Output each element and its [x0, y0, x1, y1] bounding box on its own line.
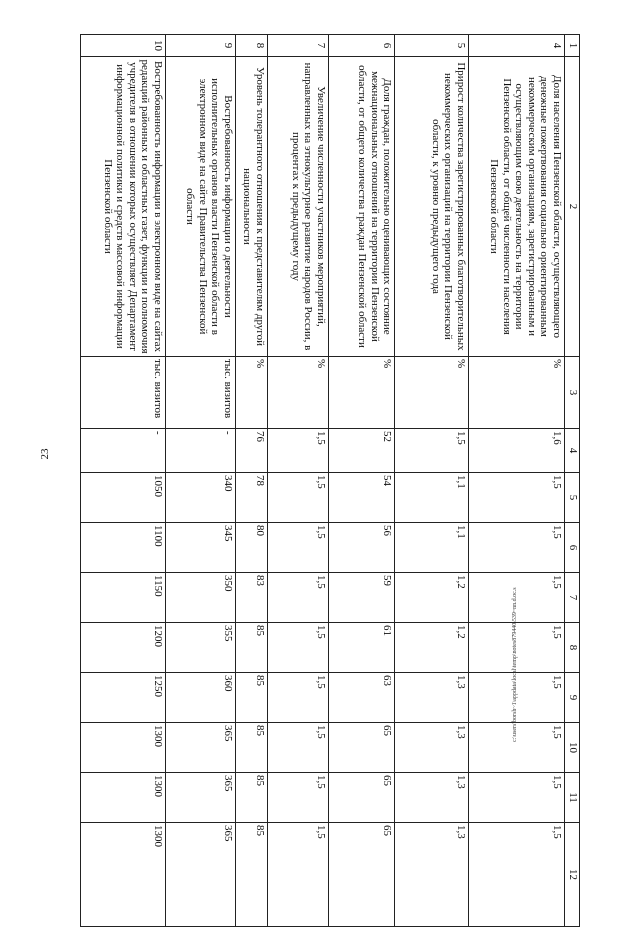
table-cell: 83 [235, 573, 267, 623]
table-cell: 1,3 [395, 773, 468, 823]
table-row [235, 35, 267, 927]
page-number: 23 [39, 448, 51, 460]
column-number-header: 8 [564, 623, 579, 673]
table-cell: 1100 [81, 523, 166, 573]
column-number-header: 4 [564, 429, 579, 473]
table-cell: 85 [235, 673, 267, 723]
indicators-table [80, 34, 580, 927]
table-cell: 85 [235, 823, 267, 927]
table-cell: 1300 [81, 723, 166, 773]
table-cell: 340 [165, 473, 235, 523]
table-row [328, 35, 395, 927]
table-cell: 1,5 [468, 773, 564, 823]
table-cell: 365 [165, 723, 235, 773]
table-cell: 1,3 [395, 823, 468, 927]
table-cell: 1,5 [267, 723, 328, 773]
table-cell: 1,2 [395, 573, 468, 623]
table-cell: 85 [235, 623, 267, 673]
table-cell: 1300 [81, 823, 166, 927]
table-cell: 365 [165, 773, 235, 823]
table-cell: 1,5 [468, 623, 564, 673]
table-cell: тыс. визитов [165, 357, 235, 429]
table-cell: 1300 [81, 773, 166, 823]
table-cell: - [165, 429, 235, 473]
table-cell: 355 [165, 623, 235, 673]
table-cell: 65 [328, 823, 395, 927]
table-cell: 63 [328, 673, 395, 723]
table-cell: 1,3 [395, 723, 468, 773]
column-number-header: 3 [564, 357, 579, 429]
table-cell: 350 [165, 573, 235, 623]
table-cell: 85 [235, 723, 267, 773]
table-cell: % [267, 357, 328, 429]
table-row [267, 35, 328, 927]
table-cell: 1,5 [267, 823, 328, 927]
table-cell: 61 [328, 623, 395, 673]
table-cell: Доля населения Пензенской области, осуществляющего денежные пожертвования социально ориентированным некоммерческим организациям, зарегистрированным и осуществляющим свою деятельность на территории Пензенской области, от общей численности населения Пензенской области [468, 57, 564, 357]
table-cell: 4 [468, 35, 564, 57]
column-number-header: 2 [564, 57, 579, 357]
table-cell: 1,2 [395, 623, 468, 673]
table-cell: 1,5 [468, 523, 564, 573]
table-row [468, 35, 564, 927]
table-cell: 1150 [81, 573, 166, 623]
column-number-header: 7 [564, 573, 579, 623]
table-cell: 345 [165, 523, 235, 573]
column-number-header: 12 [564, 823, 579, 927]
column-number-header: 10 [564, 723, 579, 773]
table-cell: 1,5 [267, 523, 328, 573]
table-cell: 54 [328, 473, 395, 523]
table-cell: % [328, 357, 395, 429]
table-cell: тыс. визитов [81, 357, 166, 429]
table-cell: 78 [235, 473, 267, 523]
table-cell: 80 [235, 523, 267, 573]
table-cell: 1,5 [267, 673, 328, 723]
column-number-header: 6 [564, 523, 579, 573]
table-cell: 1,5 [267, 573, 328, 623]
table-cell: 1,5 [267, 623, 328, 673]
table-cell: 1,5 [468, 823, 564, 927]
table-cell: 1,5 [267, 773, 328, 823]
table-cell: 7 [267, 35, 328, 57]
table-cell: 8 [235, 35, 267, 57]
column-number-header: 1 [564, 35, 579, 57]
table-cell: 1,5 [395, 429, 468, 473]
table-cell: 1,5 [468, 673, 564, 723]
table-row [395, 35, 468, 927]
table-cell: % [395, 357, 468, 429]
column-number-header: 11 [564, 773, 579, 823]
table-cell: 1200 [81, 623, 166, 673]
table-cell: 65 [328, 723, 395, 773]
table-cell: 1,5 [267, 429, 328, 473]
table-cell: 1250 [81, 673, 166, 723]
table-cell: 1,3 [395, 673, 468, 723]
table-body [81, 35, 580, 927]
table-cell: 6 [328, 35, 395, 57]
rotated-table-wrapper [80, 34, 580, 880]
table-cell: 9 [165, 35, 235, 57]
table-cell: 76 [235, 429, 267, 473]
table-cell: 10 [81, 35, 166, 57]
column-number-header: 9 [564, 673, 579, 723]
table-cell: 1,5 [468, 573, 564, 623]
table-cell: - [81, 429, 166, 473]
table-cell: % [468, 357, 564, 429]
table-cell: 5 [395, 35, 468, 57]
table-cell: 1,1 [395, 473, 468, 523]
column-number-header: 5 [564, 473, 579, 523]
header-row [564, 35, 579, 927]
table-cell: 1,5 [468, 723, 564, 773]
table-cell: 59 [328, 573, 395, 623]
table-cell: Прирост количества зарегистрированных благотворительных некоммерческих организаций на территории Пензенской области, к уровню предыдущего года [395, 57, 468, 357]
table-cell: 360 [165, 673, 235, 723]
table-cell: 65 [328, 773, 395, 823]
table-cell: 1050 [81, 473, 166, 523]
table-cell: 1,1 [395, 523, 468, 573]
table-cell: 1,6 [468, 429, 564, 473]
table-cell: 56 [328, 523, 395, 573]
table-cell: Востребованность информации о деятельности исполнительных органов власти Пензенской области в электронном виде на сайте Правительства Пензенской области [165, 57, 235, 357]
footer-path: c:\users\borsh~1\appdata\local\temp\notes879440\539~nn.d.oc.s [512, 587, 518, 742]
table-row [81, 35, 166, 927]
table-cell: % [235, 357, 267, 429]
table-cell: 1,5 [468, 473, 564, 523]
table-cell: 365 [165, 823, 235, 927]
table-cell: Увеличение численности участников мероприятий, направленных на этнокультурное развитие народов России, в процентах к предыдущему году [267, 57, 328, 357]
table-cell: 52 [328, 429, 395, 473]
table-cell: Уровень толерантного отношения к представителям другой национальности [235, 57, 267, 357]
table-cell: Доля граждан, положительно оценивающих состояние межнациональных отношений на территории Пензенской области, от общего количества граждан Пензенской области [328, 57, 395, 357]
table-cell: 1,5 [267, 473, 328, 523]
table-cell: Востребованность информации в электронном виде на сайтах редакций районных и областных газет, функции и полномочия учредителя в отношении которых осуществляет Департамент информационной политики и средств массовой информации Пензенской области [81, 57, 166, 357]
table-row [165, 35, 235, 927]
table-cell: 85 [235, 773, 267, 823]
